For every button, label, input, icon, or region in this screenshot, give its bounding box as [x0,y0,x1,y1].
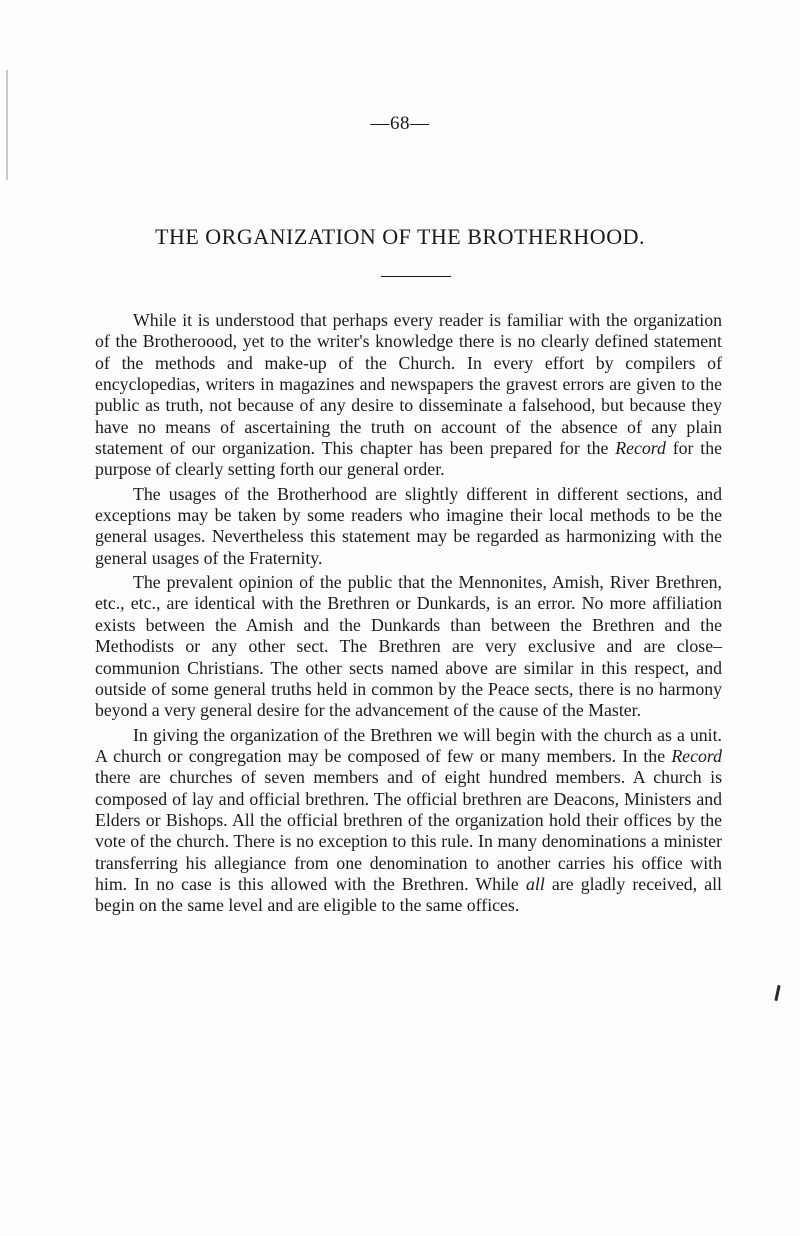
emphasis-text: all [525,873,545,894]
page-number: —68— [370,113,430,134]
emphasis-text: Record [615,438,666,459]
text-run: While it is understood that perhaps every reader is familiar with the organization of the Brotheroood, yet to the writer's knowledge there is no clearly defined statement of the methods and make-up of the Church. In every effort by compilers of encyclopedias, writers in magazines and newspapers the gravest errors are given to the public as truth, not because of any desire to disseminate a falsehood, but because they have no means of ascertaining the truth on account of the absence of any plain statement of our organization. This chapter has been prepared for the [95,310,722,459]
text-run: The prevalent opinion of the public that the Mennonites, Amish, River Brethren, etc., etc., are identical with the Brethren or Dunkards, is an error. No more affiliation exists between the Amish and the Dunkards than between the Brethren and the Methodists or any other sect. The Brethren are very exclusive and are close–communion Christians. The other sects named above are similar in this respect, and outside of some general truths held in common by the Peace sects, there is no harmony beyond a very general desire for the advancement of the cause of the Master. [95,572,722,721]
paragraph [95,725,722,917]
body-text [95,310,722,917]
emphasis-text: Record [671,745,722,766]
text-run: there are churches of seven members and of eight hundred members. A church is composed of lay and official brethren. The official brethren are Deacons, Ministers and Elders or Bishops. All the official brethren of the organization hold their offices by the vote of the church. There is no exception to this rule. In many denominations a minister transferring his allegiance from one denomination to another carries his office with him. In no case is this allowed with the Brethren. While [95,767,722,894]
chapter-title: THE ORGANIZATION OF THE BROTHERHOOD. [155,224,645,249]
text-run: for the purpose of clearly setting forth our general order. [95,438,722,480]
text-run: The usages of the Brotherhood are slightly different in different sections, and exceptions may be taken by some readers who imagine their local methods to be the general usages. Nevertheless this statement may be regarded as harmonizing with the general usages of the Fraternity. [95,483,722,568]
paragraph [95,484,722,569]
text-run: In giving the organization of the Brethren we will begin with the church as a unit. A church or congregation may be composed of few or many members. In the [95,724,722,766]
title-rule [381,276,451,277]
paragraph [95,572,722,721]
scan-ink-mark [774,985,780,1001]
paragraph [95,310,722,481]
text-run: are gladly received, all begin on the same level and are eligible to the same offices. [95,873,722,916]
